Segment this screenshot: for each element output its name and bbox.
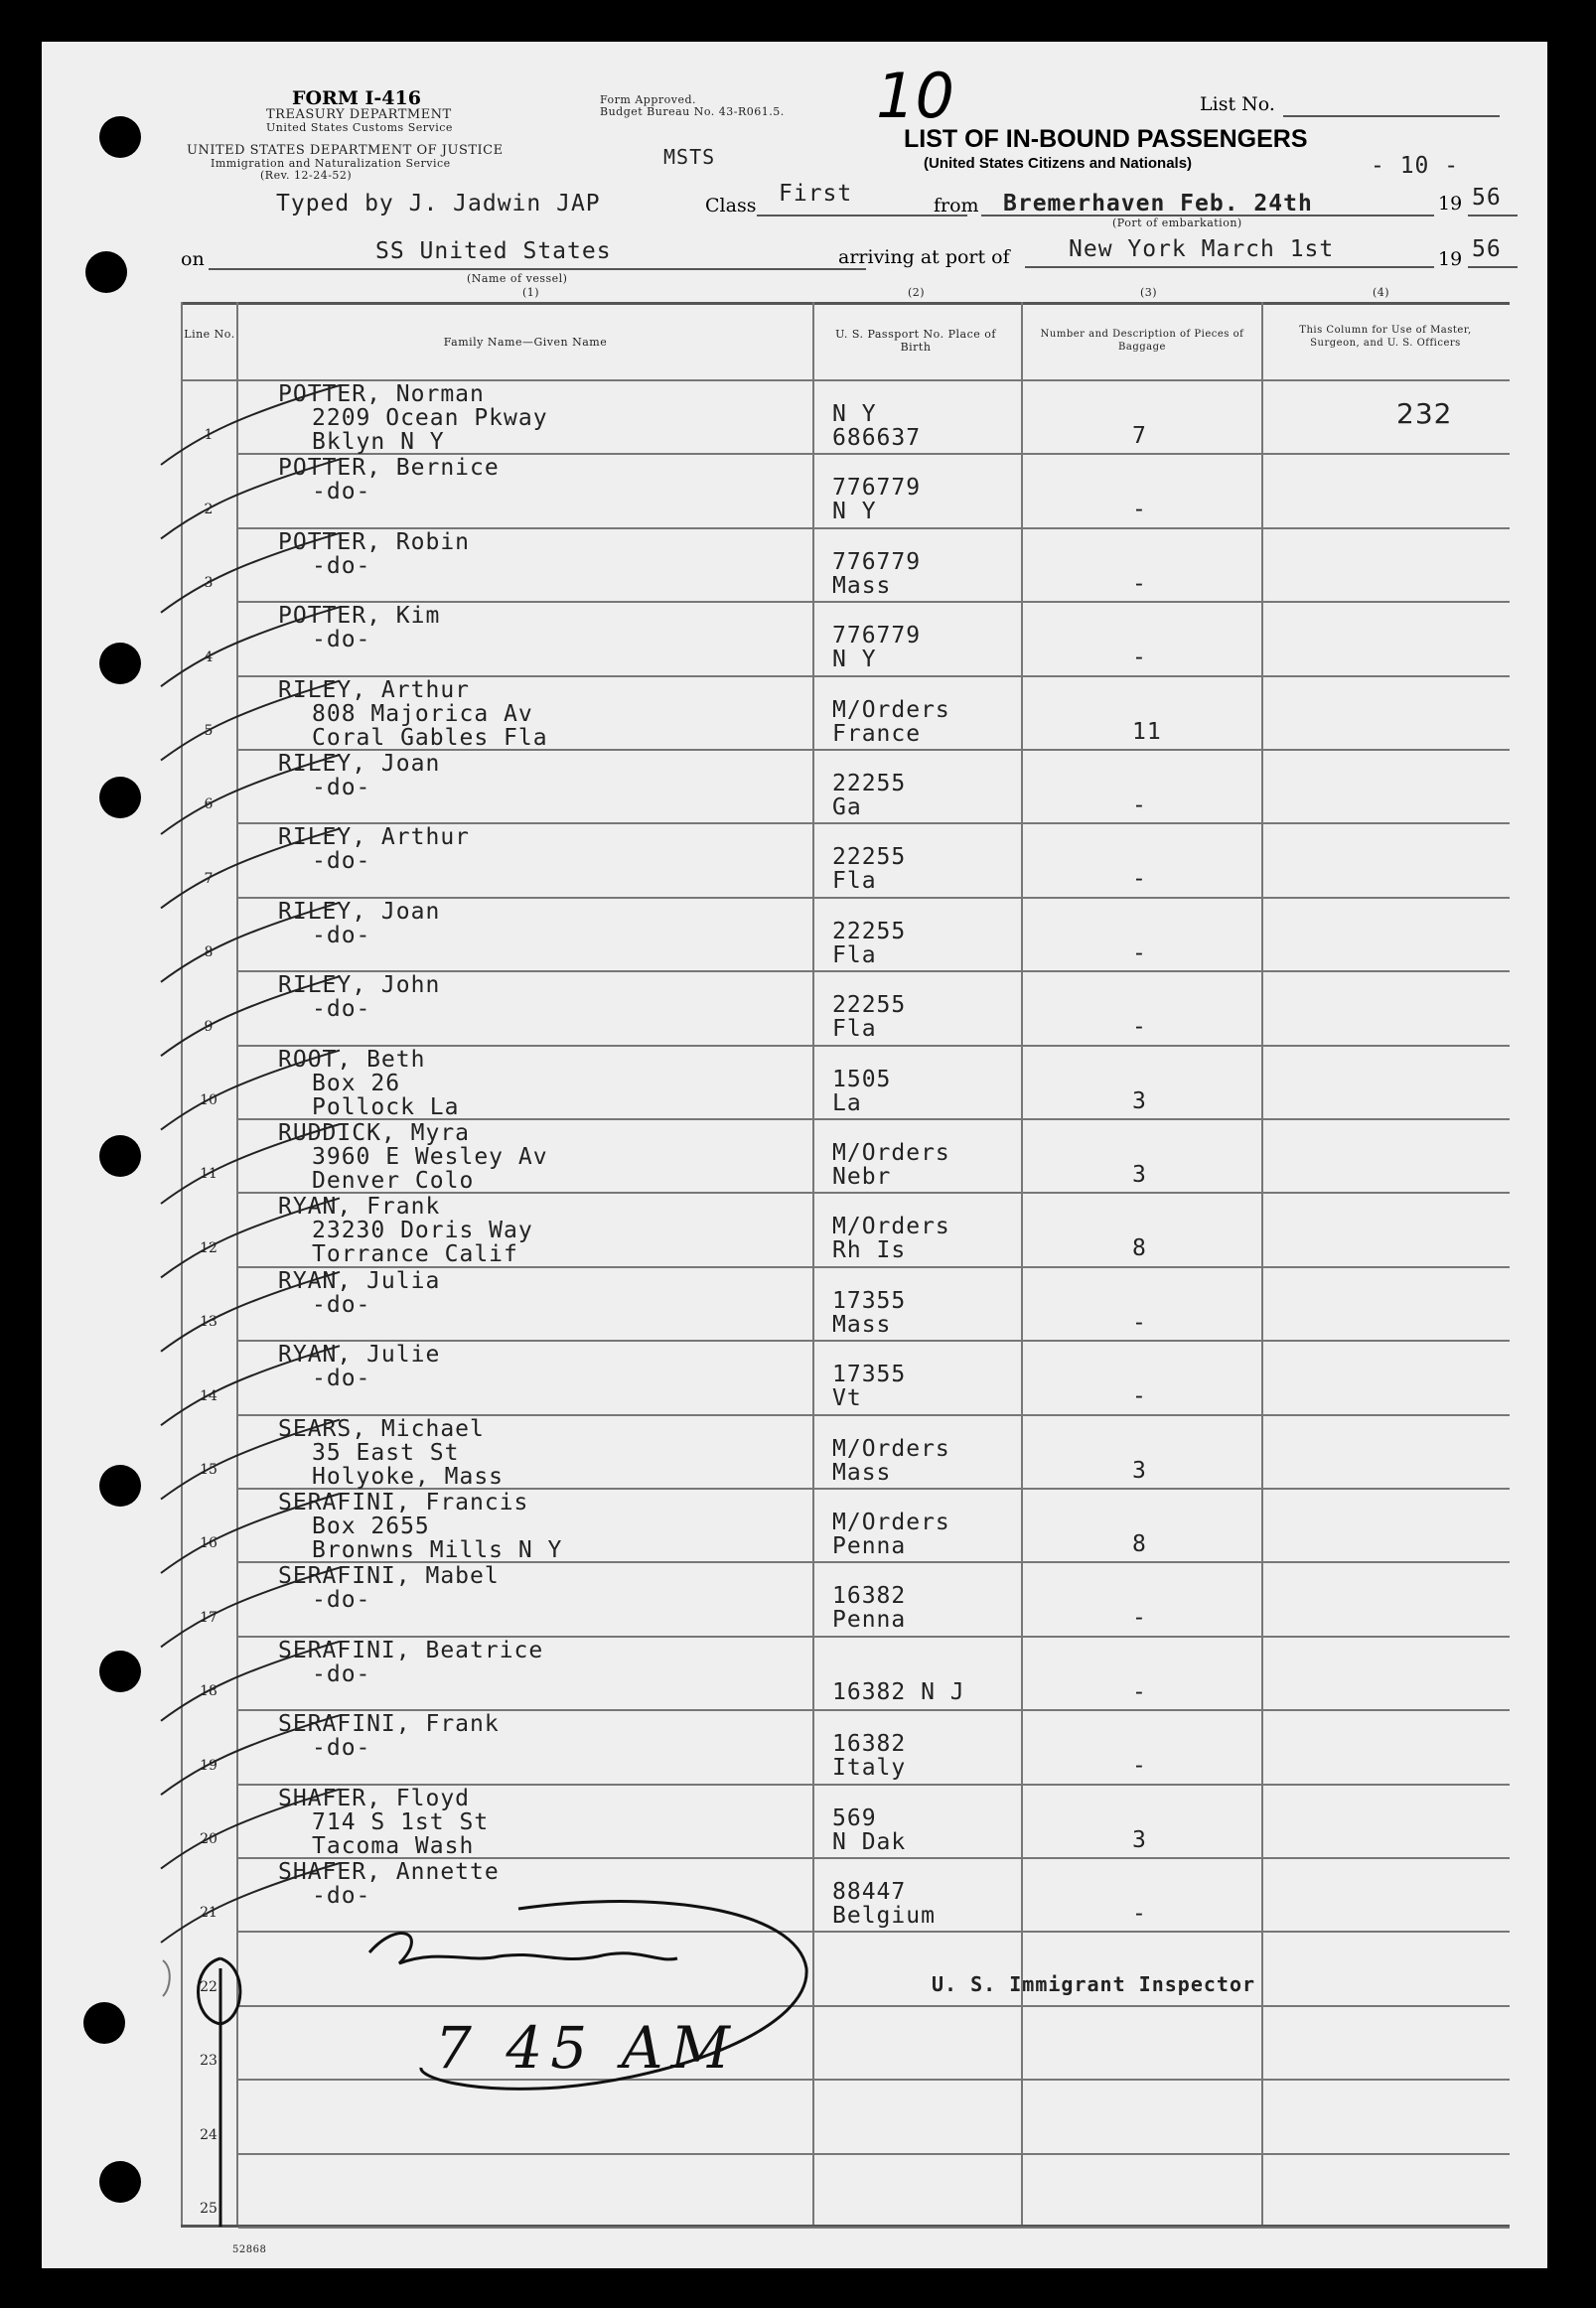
place-of-birth: N Dak	[832, 1829, 907, 1855]
passenger-name: SHAFER, Floyd	[278, 1786, 471, 1811]
year-prefix-2: 19	[1438, 248, 1463, 270]
line-number: 13	[200, 1314, 218, 1330]
check-mark	[161, 1863, 340, 1943]
passport-number: 776779	[832, 549, 922, 575]
col-header-line: Line No.	[184, 328, 235, 341]
line-number: 25	[200, 2201, 218, 2217]
passenger-name: RYAN, Julia	[278, 1268, 441, 1294]
punch-hole	[99, 777, 141, 818]
footer-code: 52868	[232, 2244, 267, 2255]
col-num-3: (3)	[1140, 286, 1158, 299]
passport-number: M/Orders	[832, 1140, 950, 1166]
baggage-count: 11	[1132, 719, 1162, 745]
passport-number: 16382	[832, 1583, 907, 1609]
check-mark	[161, 1642, 340, 1721]
col-header-passport: U. S. Passport No. Place of Birth	[835, 328, 996, 354]
port-caption: (Port of embarkation)	[1112, 216, 1242, 229]
inspector-label: U. S. Immigrant Inspector	[932, 1972, 1256, 1996]
passenger-address: -do-	[312, 479, 371, 505]
check-mark	[161, 459, 340, 538]
place-of-birth: Fla	[832, 868, 877, 894]
col-num-1: (1)	[522, 286, 540, 299]
passport-number: 776779	[832, 475, 922, 501]
place-of-birth: Italy	[832, 1755, 907, 1781]
typed-by: Typed by J. Jadwin JAP	[276, 191, 601, 216]
passenger-address: Denver Colo	[312, 1168, 475, 1194]
place-of-birth: Mass	[832, 1460, 892, 1486]
msts: MSTS	[663, 145, 716, 169]
passenger-address: 2209 Ocean Pkway	[312, 405, 548, 431]
customs-service: United States Customs Service	[266, 121, 453, 134]
passenger-address: -do-	[312, 627, 371, 652]
on-label: on	[181, 248, 205, 270]
line-number: 1	[204, 427, 214, 443]
passenger-name: RUDDICK, Myra	[278, 1120, 471, 1146]
check-mark	[161, 903, 340, 982]
baggage-count: -	[1132, 1383, 1147, 1409]
passenger-name: SEARS, Michael	[278, 1416, 485, 1442]
passport-number: 17355	[832, 1362, 907, 1387]
passenger-address: Box 26	[312, 1071, 401, 1096]
line-number: 14	[200, 1388, 218, 1404]
passenger-address: -do-	[312, 1735, 371, 1761]
line-number: 4	[204, 649, 214, 665]
baggage-count: -	[1132, 1753, 1147, 1779]
year-prefix-1: 19	[1438, 193, 1463, 215]
check-mark	[161, 533, 340, 613]
passenger-address: -do-	[312, 1883, 371, 1909]
passenger-address: -do-	[312, 1587, 371, 1613]
check-mark	[161, 1124, 340, 1204]
passport-number: M/Orders	[832, 1214, 950, 1239]
col-num-4: (4)	[1373, 286, 1390, 299]
passport-number: M/Orders	[832, 1510, 950, 1535]
line-number: 9	[204, 1019, 214, 1035]
passenger-name: SERAFINI, Frank	[278, 1711, 500, 1737]
baggage-count: -	[1132, 1310, 1147, 1336]
check-mark	[161, 1051, 340, 1130]
passenger-name: RILEY, Arthur	[278, 824, 471, 850]
line-number: 17	[200, 1610, 218, 1626]
line-number: 12	[200, 1240, 218, 1256]
line-number: 2	[204, 502, 214, 517]
passenger-address: Tacoma Wash	[312, 1833, 475, 1859]
passenger-address: -do-	[312, 1366, 371, 1391]
place-of-birth: N Y	[832, 647, 877, 672]
line-number: 16	[200, 1535, 218, 1551]
passport-number: 776779	[832, 623, 922, 649]
col-header-officers: This Column for Use of Master, Surgeon, and U. S. Officers	[1299, 325, 1472, 349]
check-mark	[161, 1715, 340, 1795]
check-mark	[161, 1420, 340, 1500]
line-number: 24	[200, 2127, 218, 2143]
check-mark	[161, 1198, 340, 1277]
manifest-page	[42, 42, 1547, 2268]
document-subtitle: (United States Citizens and Nationals)	[924, 155, 1193, 172]
passenger-name: SERAFINI, Francis	[278, 1490, 529, 1515]
from-value: Bremerhaven Feb. 24th	[1003, 191, 1313, 216]
passenger-address: Torrance Calif	[312, 1241, 518, 1267]
passenger-name: SERAFINI, Mabel	[278, 1563, 500, 1589]
from-label: from	[934, 195, 979, 216]
doj: UNITED STATES DEPARTMENT OF JUSTICE	[187, 143, 504, 158]
place-of-birth: France	[832, 721, 922, 747]
check-mark	[161, 607, 340, 686]
passenger-address: 714 S 1st St	[312, 1809, 490, 1835]
baggage-count: -	[1132, 793, 1147, 818]
passport-number: N Y	[832, 401, 877, 427]
check-mark	[161, 755, 340, 834]
baggage-count: -	[1132, 1901, 1147, 1927]
page-number: - 10 -	[1371, 153, 1460, 179]
place-of-birth: Mass	[832, 573, 892, 599]
punch-hole	[99, 643, 141, 684]
baggage-count: -	[1132, 497, 1147, 522]
passport-number: M/Orders	[832, 1436, 950, 1462]
passenger-name: POTTER, Bernice	[278, 455, 500, 481]
place-of-birth: La	[832, 1090, 862, 1116]
passenger-address: Bklyn N Y	[312, 429, 445, 455]
line-number: 5	[204, 723, 214, 739]
ins: Immigration and Naturalization Service	[211, 157, 451, 170]
handwritten-list-number: 10	[876, 60, 954, 132]
punch-hole	[99, 1651, 141, 1692]
passenger-name: POTTER, Norman	[278, 381, 485, 407]
arriving-label: arriving at port of	[838, 246, 1010, 268]
revision: (Rev. 12-24-52)	[260, 169, 353, 182]
baggage-count: -	[1132, 940, 1147, 966]
passenger-address: -do-	[312, 848, 371, 874]
passport-number: 1505	[832, 1067, 892, 1092]
line-number: 19	[200, 1758, 218, 1774]
punch-hole	[99, 1465, 141, 1507]
pen-marks	[42, 42, 1547, 2268]
check-mark	[161, 1567, 340, 1647]
passenger-address: -do-	[312, 923, 371, 948]
form-number: FORM I-416	[292, 87, 421, 109]
vessel-caption: (Name of vessel)	[467, 272, 568, 285]
baggage-count: -	[1132, 1605, 1147, 1631]
baggage-count: 8	[1132, 1531, 1147, 1557]
line-number: 21	[200, 1905, 218, 1921]
passenger-address: 3960 E Wesley Av	[312, 1144, 548, 1170]
punch-hole	[83, 2002, 125, 2044]
passenger-address: 23230 Doris Way	[312, 1218, 533, 1243]
class-value: First	[779, 181, 853, 207]
punch-hole	[99, 116, 141, 158]
budget-bureau: Budget Bureau No. 43-R061.5.	[600, 105, 785, 118]
baggage-count: 3	[1132, 1088, 1147, 1114]
passport-number: 17355	[832, 1288, 907, 1314]
form-approved: Form Approved.	[600, 93, 697, 106]
passenger-address: 808 Majorica Av	[312, 701, 533, 727]
place-of-birth: Penna	[832, 1533, 907, 1559]
punch-hole	[99, 1135, 141, 1177]
baggage-count: 7	[1132, 423, 1147, 449]
passenger-name: POTTER, Kim	[278, 603, 441, 629]
passenger-name: POTTER, Robin	[278, 529, 471, 555]
place-of-birth: Penna	[832, 1607, 907, 1633]
passenger-name: SERAFINI, Beatrice	[278, 1638, 544, 1663]
year-2: 56	[1472, 236, 1502, 262]
passport-number: 88447	[832, 1879, 907, 1905]
line-number: 8	[204, 944, 214, 960]
place-of-birth: 686637	[832, 425, 922, 451]
officer-note: 232	[1396, 397, 1453, 430]
class-label: Class	[705, 195, 757, 216]
check-mark	[161, 1494, 340, 1573]
passenger-address: -do-	[312, 996, 371, 1022]
line-number: 15	[200, 1462, 218, 1478]
line-number: 10	[200, 1092, 218, 1108]
line-number: 22	[200, 1979, 218, 1995]
vessel-name: SS United States	[375, 238, 612, 264]
check-mark	[161, 1346, 340, 1425]
col-header-name: Family Name—Given Name	[443, 336, 608, 349]
check-mark	[161, 1272, 340, 1352]
handwritten-time: 7 45 AM	[435, 2014, 738, 2082]
passport-number: 22255	[832, 844, 907, 870]
document-title: LIST OF IN-BOUND PASSENGERS	[904, 125, 1308, 153]
baggage-count: 3	[1132, 1162, 1147, 1188]
place-of-birth: Nebr	[832, 1164, 892, 1190]
baggage-count: -	[1132, 571, 1147, 597]
passenger-name: RYAN, Julie	[278, 1342, 441, 1368]
check-mark	[161, 681, 340, 761]
col-num-2: (2)	[908, 286, 926, 299]
passport-number: 22255	[832, 992, 907, 1018]
passenger-name: RILEY, John	[278, 972, 441, 998]
passenger-address: -do-	[312, 1292, 371, 1318]
place-of-birth: Fla	[832, 942, 877, 968]
line-number: 6	[204, 796, 214, 812]
list-no-label: List No.	[1200, 93, 1275, 115]
place-of-birth: Belgium	[832, 1903, 936, 1929]
line-number: 23	[200, 2053, 218, 2069]
passenger-address: Pollock La	[312, 1094, 460, 1120]
passenger-address: -do-	[312, 1661, 371, 1687]
line-number: 3	[204, 575, 214, 591]
baggage-count: -	[1132, 645, 1147, 670]
baggage-count: 8	[1132, 1235, 1147, 1261]
baggage-count: 3	[1132, 1458, 1147, 1484]
passenger-name: SHAFER, Annette	[278, 1859, 500, 1885]
place-of-birth: Fla	[832, 1016, 877, 1042]
passenger-address: Coral Gables Fla	[312, 725, 548, 751]
line-number: 20	[200, 1831, 218, 1847]
arrival-port: New York March 1st	[1069, 236, 1335, 262]
passport-number: 16382	[832, 1731, 907, 1757]
place-of-birth: Ga	[832, 794, 862, 820]
passenger-name: RYAN, Frank	[278, 1194, 441, 1220]
passport-number: 569	[832, 1805, 877, 1831]
baggage-count: -	[1132, 866, 1147, 892]
passenger-address: Box 2655	[312, 1514, 430, 1539]
passenger-name: RILEY, Joan	[278, 899, 441, 925]
passport-number: 16382 N J	[832, 1679, 965, 1705]
passenger-address: Bronwns Mills N Y	[312, 1537, 563, 1563]
place-of-birth: Vt	[832, 1385, 862, 1411]
baggage-count: 3	[1132, 1827, 1147, 1853]
col-header-baggage: Number and Description of Pieces of Baggage	[1040, 329, 1244, 353]
place-of-birth: Mass	[832, 1312, 892, 1338]
department: TREASURY DEPARTMENT	[266, 107, 452, 122]
place-of-birth: N Y	[832, 499, 877, 524]
passenger-address: -do-	[312, 775, 371, 800]
baggage-count: -	[1132, 1679, 1147, 1705]
passenger-name: RILEY, Joan	[278, 751, 441, 777]
check-mark	[161, 828, 340, 908]
passenger-name: RILEY, Arthur	[278, 677, 471, 703]
passport-number: 22255	[832, 771, 907, 796]
baggage-count: -	[1132, 1014, 1147, 1040]
passenger-address: 35 East St	[312, 1440, 460, 1466]
passenger-address: Holyoke, Mass	[312, 1464, 505, 1490]
passport-number: M/Orders	[832, 697, 950, 723]
punch-hole	[99, 2161, 141, 2203]
line-number: 11	[200, 1166, 218, 1182]
line-number: 7	[204, 871, 214, 887]
check-mark	[161, 1790, 340, 1869]
passenger-address: -do-	[312, 553, 371, 579]
line-number: 18	[200, 1683, 218, 1699]
year-1: 56	[1472, 185, 1502, 211]
passport-number: 22255	[832, 919, 907, 944]
check-mark	[161, 976, 340, 1056]
check-mark	[161, 385, 340, 465]
passenger-name: ROOT, Beth	[278, 1047, 426, 1073]
punch-hole	[85, 251, 127, 293]
place-of-birth: Rh Is	[832, 1237, 907, 1263]
